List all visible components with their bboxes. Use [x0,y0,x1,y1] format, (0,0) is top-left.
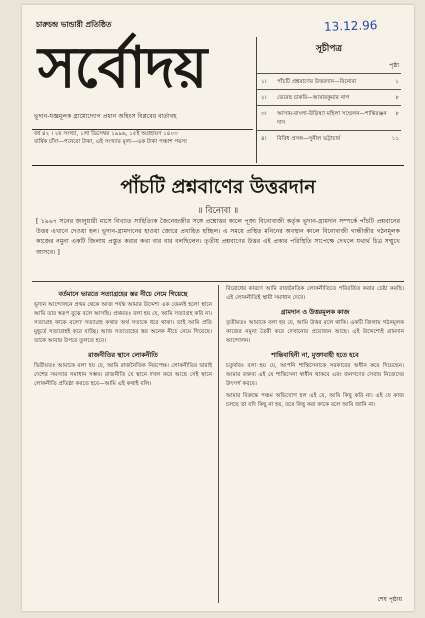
issue-line: বর্ষ ৪২ । ২য় সংখ্যা, ১লা ডিসেম্বর ১৯৯৬, ১৫ই অগ্রহায়ণ ১৪০৩ [34,131,178,137]
article-byline: ॥ বিনোবা ॥ [197,206,239,216]
article-intro: [ ১৯৬৭ সনের জানুয়ারী মাসে বিখ্যাত সাহিত্যিক জৈনেন্দ্রজীর সঙ্গে প্রশ্নোত্তর কালে পূজ্য বিনোবাজী কর্তৃক ভূদান-গ্রামদান সম্পর্কে পাঁচটি প্রশ্নবানের উত্তর এখানে দেওয়া হল। ভূদান-গ্রামদানের হাওয়া জোরে প্রবাহিত হচ্ছিল। এ সময়ে প্রস্থিত মনিনের অবস্থান কালে বিনোবাজী গান্ধীজীর গঠনমূলক কাজের নমুনা একটি জিলায় প্রস্তুত করার কথা বার বার বলছিলেন। তৃতীয় প্রশ্নবাণের উত্তর এই প্রকার পরিস্থিতি সাপেক্ষে দেখলে যথার্থ চিত্র সম্মুখে আসবে। ] [36,218,400,256]
toc-item[interactable]: ৪। বিবিধ প্রসঙ্গ—সুনীল ভট্টাচার্য ১১ [257,130,401,146]
article-headline: পাঁচটি প্রশ্নবাণের উত্তরদান [120,176,316,198]
paragraph: চতুর্থতঃ বলা হয় যে, আপনি শান্তিসেনাকে সরকারের অধীন করে দিয়েছেন। আমার বক্তব্য এই যে শান্তিসেনা স্বাধীন থাকবে এবং জনগণের সেবায় নিজেদের উৎসর্গ করবে। [226,363,404,388]
masthead-title: সর্বোদয় [38,34,207,101]
publisher-line: চারুচন্দ্র ভান্ডারী প্রতিষ্ঠিত [36,20,112,29]
section-heading: গ্রামদান ও উত্তরমূলক কাজ [280,307,350,316]
toc-item[interactable]: ৩। আসাম-বাংলা-উড়িষ্যা মহিলা সম্মেলন—শান্তিরঞ্জন দাস ৮ [257,105,401,130]
toc-item[interactable]: ১। পাঁচটি প্রশ্নবাণের উত্তরদান—বিনোবা ১ [257,73,401,89]
masthead-rule [32,165,404,166]
section-heading: শান্তিবাহিনী না, মুক্তাবাহী হতে হবে [271,350,359,359]
tagline: ভূদান-যজ্ঞমূলক গ্রামোদ্যোগ প্রধান অহিংস বিপ্লবের বার্তাবহ [34,113,177,120]
paragraph: তৃতীয়তঃ আমাকে বলা হয় যে, আমি উত্তর বলে থাকি। একটি জিলায় গঠনমূলক কাজের নমুনা তৈরী করে দেখানোর প্রয়োজন আছে। এই উদ্দেশ্যেই গ্রামদান আন্দোলন। [226,320,404,344]
paragraph: ভূদান আন্দোলনে প্রথম থেকে আজ পর্যন্ত আমার উদ্দেশ্য এক যেমনই হলো স্থানে আমি তার স্বরূপ বুঝে বলে আসছি। প্রথমতঃ বলা হয় যে, আমি সত্যাগ্রহ করি না। সত্যাগ্রহ কাকে বলে? সত্যাগ্রহ কথার অর্থ সত্যকে ধরে থাকা। তাই আমি প্রতি মুহূর্তে সত্যাগ্রহই করে যাচ্ছি। আজ সত্যাগ্রহের স্তর অনেক নীচে নেমে গিয়েছে। তাকে আবার উপরে তুলতে হবে। [34,302,212,344]
issue-info [34,131,254,147]
newspaper-page [22,5,414,611]
section-heading: বর্তমানে ভারতে সত্যাগ্রহের স্তর নীচে নেমে গিয়েছে [58,290,188,298]
intro-rule [32,281,404,282]
continued-note: শেষ পৃষ্ঠায় [377,596,402,603]
header-divider [32,129,253,130]
toc-page-label: পৃষ্ঠা [389,62,399,69]
table-of-contents [256,37,401,163]
paragraph: বিরোধের কারণে আমি রাজনৈতিক লোকনীতিতে পরিবর্তিত করার চেষ্টা করছি। এই লোকনীতিই স্থায়ী সমাধান দেবে। [226,286,404,301]
column-left [34,285,212,392]
column-right [226,285,404,413]
toc-item[interactable]: ২। ভেবেছ চাকরি—আমারকুমার নাগ ৮ [257,89,401,105]
paragraph: আমার বিরুদ্ধে পঞ্চম অভিযোগ হল এই যে, আমি কিছু করি না। এই যে কাজ চলছে তা যদি কিছু না হয়, তবে কিছু করা কাকে বলে আমি জানি না। [226,393,404,408]
toc-title: সূচীপত্র [315,44,343,54]
price-line: বার্ষিক চাঁদা—পনেরো টাকা, এই সংখ্যার মূল্য—এক টাকা পঞ্চাশ পয়সা [34,138,187,145]
column-divider [218,285,219,603]
paragraph: দ্বিতীয়তঃ আমাকে বলা হয় যে, আমি রাজনৈতিক নিরপেক্ষ। লোকনীতির দ্বারাই দেশের সমস্যার সমাধান সম্ভব। রাজনীতি যে স্থানে দখল করে আছে সেই স্থানে লোকনীতি প্রতিষ্ঠা করতে হবে—আমি এই কথাই বলি। [34,363,212,388]
handwritten-date: 13.12.96 [323,18,378,34]
section-heading: রাজনীতির স্থানে লোকনীতি [88,350,158,359]
